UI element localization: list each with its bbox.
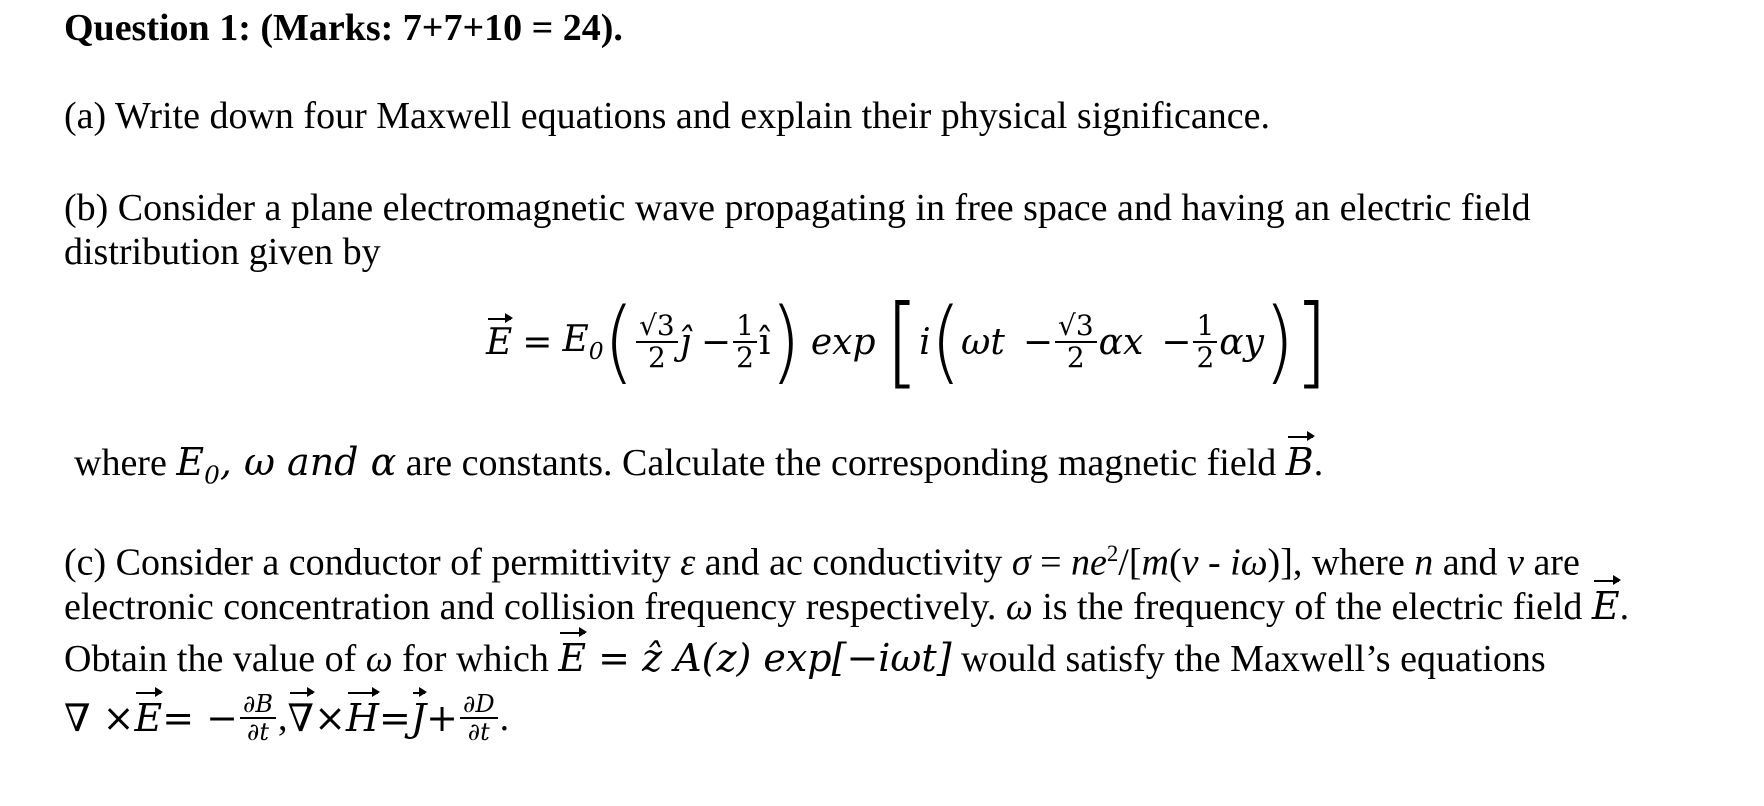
frac-dD-dt: $\frac{\partial D}{\partial t}$: [460, 691, 498, 745]
minus-sign: −: [700, 321, 732, 363]
part-c-line1: (c) Consider a conductor of permittivity ε and ac conductivity $\sigma = ne^2/[m(\nu - i\omega)]$, where n and ν are: [64, 541, 1580, 584]
frac-1-over-2-b: $\frac{1}{2}$: [1193, 311, 1217, 373]
question-heading: Question 1: (Marks: 7+7+10 = 24).: [64, 7, 623, 49]
eq-E0: $E_0$: [562, 318, 604, 366]
where-line: where $E_0$, ω and α are constants. Calculate the corresponding magnetic field B.: [74, 440, 1324, 490]
right-paren-inner: ): [1263, 290, 1295, 394]
imaginary-i: i: [919, 321, 931, 363]
nabla-cross: ∇ ×: [64, 696, 135, 740]
left-paren-inner: (: [930, 290, 962, 394]
right-bracket: ]: [1294, 284, 1328, 400]
left-paren: (: [603, 290, 635, 394]
electric-field-equation: [486, 282, 1328, 402]
eq-vector-E: E: [486, 321, 513, 363]
alpha-x: αx: [1098, 321, 1144, 363]
minus-sign-2: −: [1022, 321, 1054, 363]
exp-label: exp: [810, 321, 876, 363]
vector-E-c3: E: [558, 636, 587, 680]
minus-sign-3: −: [1161, 321, 1192, 363]
unit-vector-i: î: [758, 321, 771, 363]
frac-1-over-2: $\frac{1}{2}$: [733, 311, 757, 373]
alpha-y: αy: [1219, 321, 1264, 363]
part-a-text: (a) Write down four Maxwell equations and explain their physical significance.: [64, 95, 1270, 137]
omega-t: ωt: [961, 321, 1005, 363]
frac-sqrt3-over-2: $\frac{√3}{2}$: [636, 311, 678, 373]
unit-vector-j: ĵ: [679, 321, 691, 363]
J-vector: J: [410, 696, 427, 740]
maxwell-curl-equations: ∇ × E = − $\frac{\partial B}{\partial t}$ , ∇ × H = J + $\frac{\partial D}{\partial t}$ .: [64, 690, 510, 746]
left-bracket: [: [885, 284, 920, 400]
part-c-line3: Obtain the value of ω for which E = ẑ A(z) exp[−iωt] would satisfy the Maxwell’s equations: [64, 636, 1546, 680]
frac-dB-dt: $\frac{\partial B}{\partial t}$: [240, 691, 276, 745]
vector-B: B: [1285, 440, 1314, 484]
curl-E-vector: E: [134, 696, 163, 740]
right-paren: ): [770, 290, 801, 394]
eq-equals: =: [522, 321, 553, 363]
frac-sqrt3-over-2-b: $\frac{√3}{2}$: [1055, 311, 1097, 373]
nabla-vector: ∇: [287, 696, 315, 740]
part-b-line1: (b) Consider a plane electromagnetic wave propagating in free space and having an electric field: [64, 187, 1531, 229]
H-vector: H: [345, 696, 380, 740]
vector-E-c2: E: [1591, 584, 1620, 628]
part-b-line2: distribution given by: [64, 231, 381, 273]
part-c-line2: electronic concentration and collision frequency respectively. ω is the frequency of the electric field E.: [64, 584, 1630, 628]
